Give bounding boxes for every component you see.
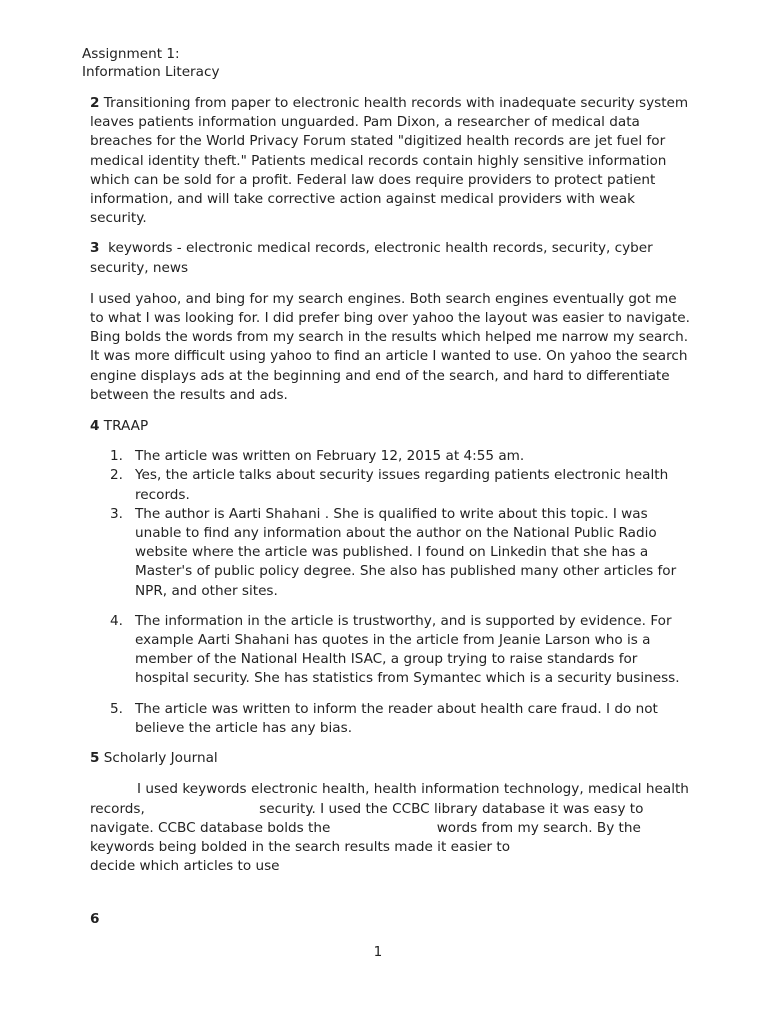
section-5-text-part-4: decide which articles to use	[90, 858, 280, 875]
section-2-number: 2	[90, 95, 100, 111]
list-item	[90, 447, 690, 466]
section-4-heading	[90, 417, 690, 436]
list-item	[90, 612, 690, 689]
list-item-number: 2.	[110, 467, 123, 484]
section-4-number: 4	[90, 418, 100, 435]
section-5-paragraph	[90, 780, 690, 876]
list-item-text: The article was written on February 12, 2015 at 4:55 am.	[135, 448, 525, 465]
section-5-text-part-1: I used keywords electronic health, health information technology, medical health records,	[90, 781, 689, 817]
list-item-text: The article was written to inform the reader about health care fraud. I do not believe the article has any bias.	[135, 700, 658, 736]
list-item-number: 5.	[110, 700, 123, 717]
list-item	[90, 700, 690, 738]
list-item-text: The information in the article is trustworthy, and is supported by evidence. For example Aarti Shahani has quotes in the article from Jeanie Larson who is a member of the National Health ISAC, a group trying to raise standards for hospital security. She has statistics from Symantec which is a security business.	[135, 612, 680, 687]
section-3-keywords: keywords - electronic medical records, electronic health records, security, cyber security, news	[90, 240, 653, 276]
section-3-number: 3	[90, 240, 100, 257]
section-2-paragraph	[90, 94, 690, 228]
list-item-number: 4.	[110, 612, 123, 629]
list-item-number: 3.	[110, 505, 123, 522]
list-item-text: The author is Aarti Shahani . She is qualified to write about this topic. I was unable to find any information about the author on the National Public Radio website where the article was published. I found on Linkedin that she has a Master's of public policy degree. She also has published many other articles for NPR, and other sites.	[135, 505, 677, 599]
assignment-subtitle: Information Literacy	[82, 64, 220, 80]
section-5-title: Scholarly Journal	[103, 750, 218, 767]
document-header	[82, 45, 220, 81]
section-6-number: 6	[90, 911, 100, 927]
assignment-title: Assignment 1:	[82, 46, 180, 62]
section-4-title: TRAAP	[103, 418, 149, 435]
section-5-text-part-2: security. I used the CCBC library database it was easy to navigate. CCBC database bolds the	[90, 800, 644, 836]
section-3-paragraph	[90, 239, 690, 277]
section-2-text: Transitioning from paper to electronic health records with inadequate security system leaves patients information unguarded. Pam Dixon, a researcher of medical data breaches for the World Privacy Forum stated "digitized health records are jet fuel for medical identity theft." Patients medical records contain highly sensitive information which can be sold for a profit. Federal law does require providers to protect patient information, and will take corrective action against medical providers with weak security.	[90, 95, 689, 227]
list-item-text: Yes, the article talks about security issues regarding patients electronic health records.	[135, 467, 669, 503]
document-body	[90, 94, 690, 876]
page-number: 1	[373, 944, 383, 960]
list-item	[90, 466, 690, 504]
traap-list	[90, 447, 690, 738]
section-5-text-part-3: words from my search. By the keywords being bolded in the search results made it easier to	[90, 819, 641, 855]
section-5-number: 5	[90, 750, 100, 767]
search-engines-paragraph: I used yahoo, and bing for my search engines. Both search engines eventually got me to what I was looking for. I did prefer bing over yahoo the layout was easier to navigate. Bing bolds the words from my search in the results which helped me narrow my search. It was more difficult using yahoo to find an article I wanted to use. On yahoo the search engine displays ads at the beginning and end of the search, and hard to differentiate between the results and ads.	[90, 290, 690, 403]
section-5-heading	[90, 749, 690, 768]
list-item-number: 1.	[110, 448, 123, 465]
list-item	[90, 505, 690, 601]
